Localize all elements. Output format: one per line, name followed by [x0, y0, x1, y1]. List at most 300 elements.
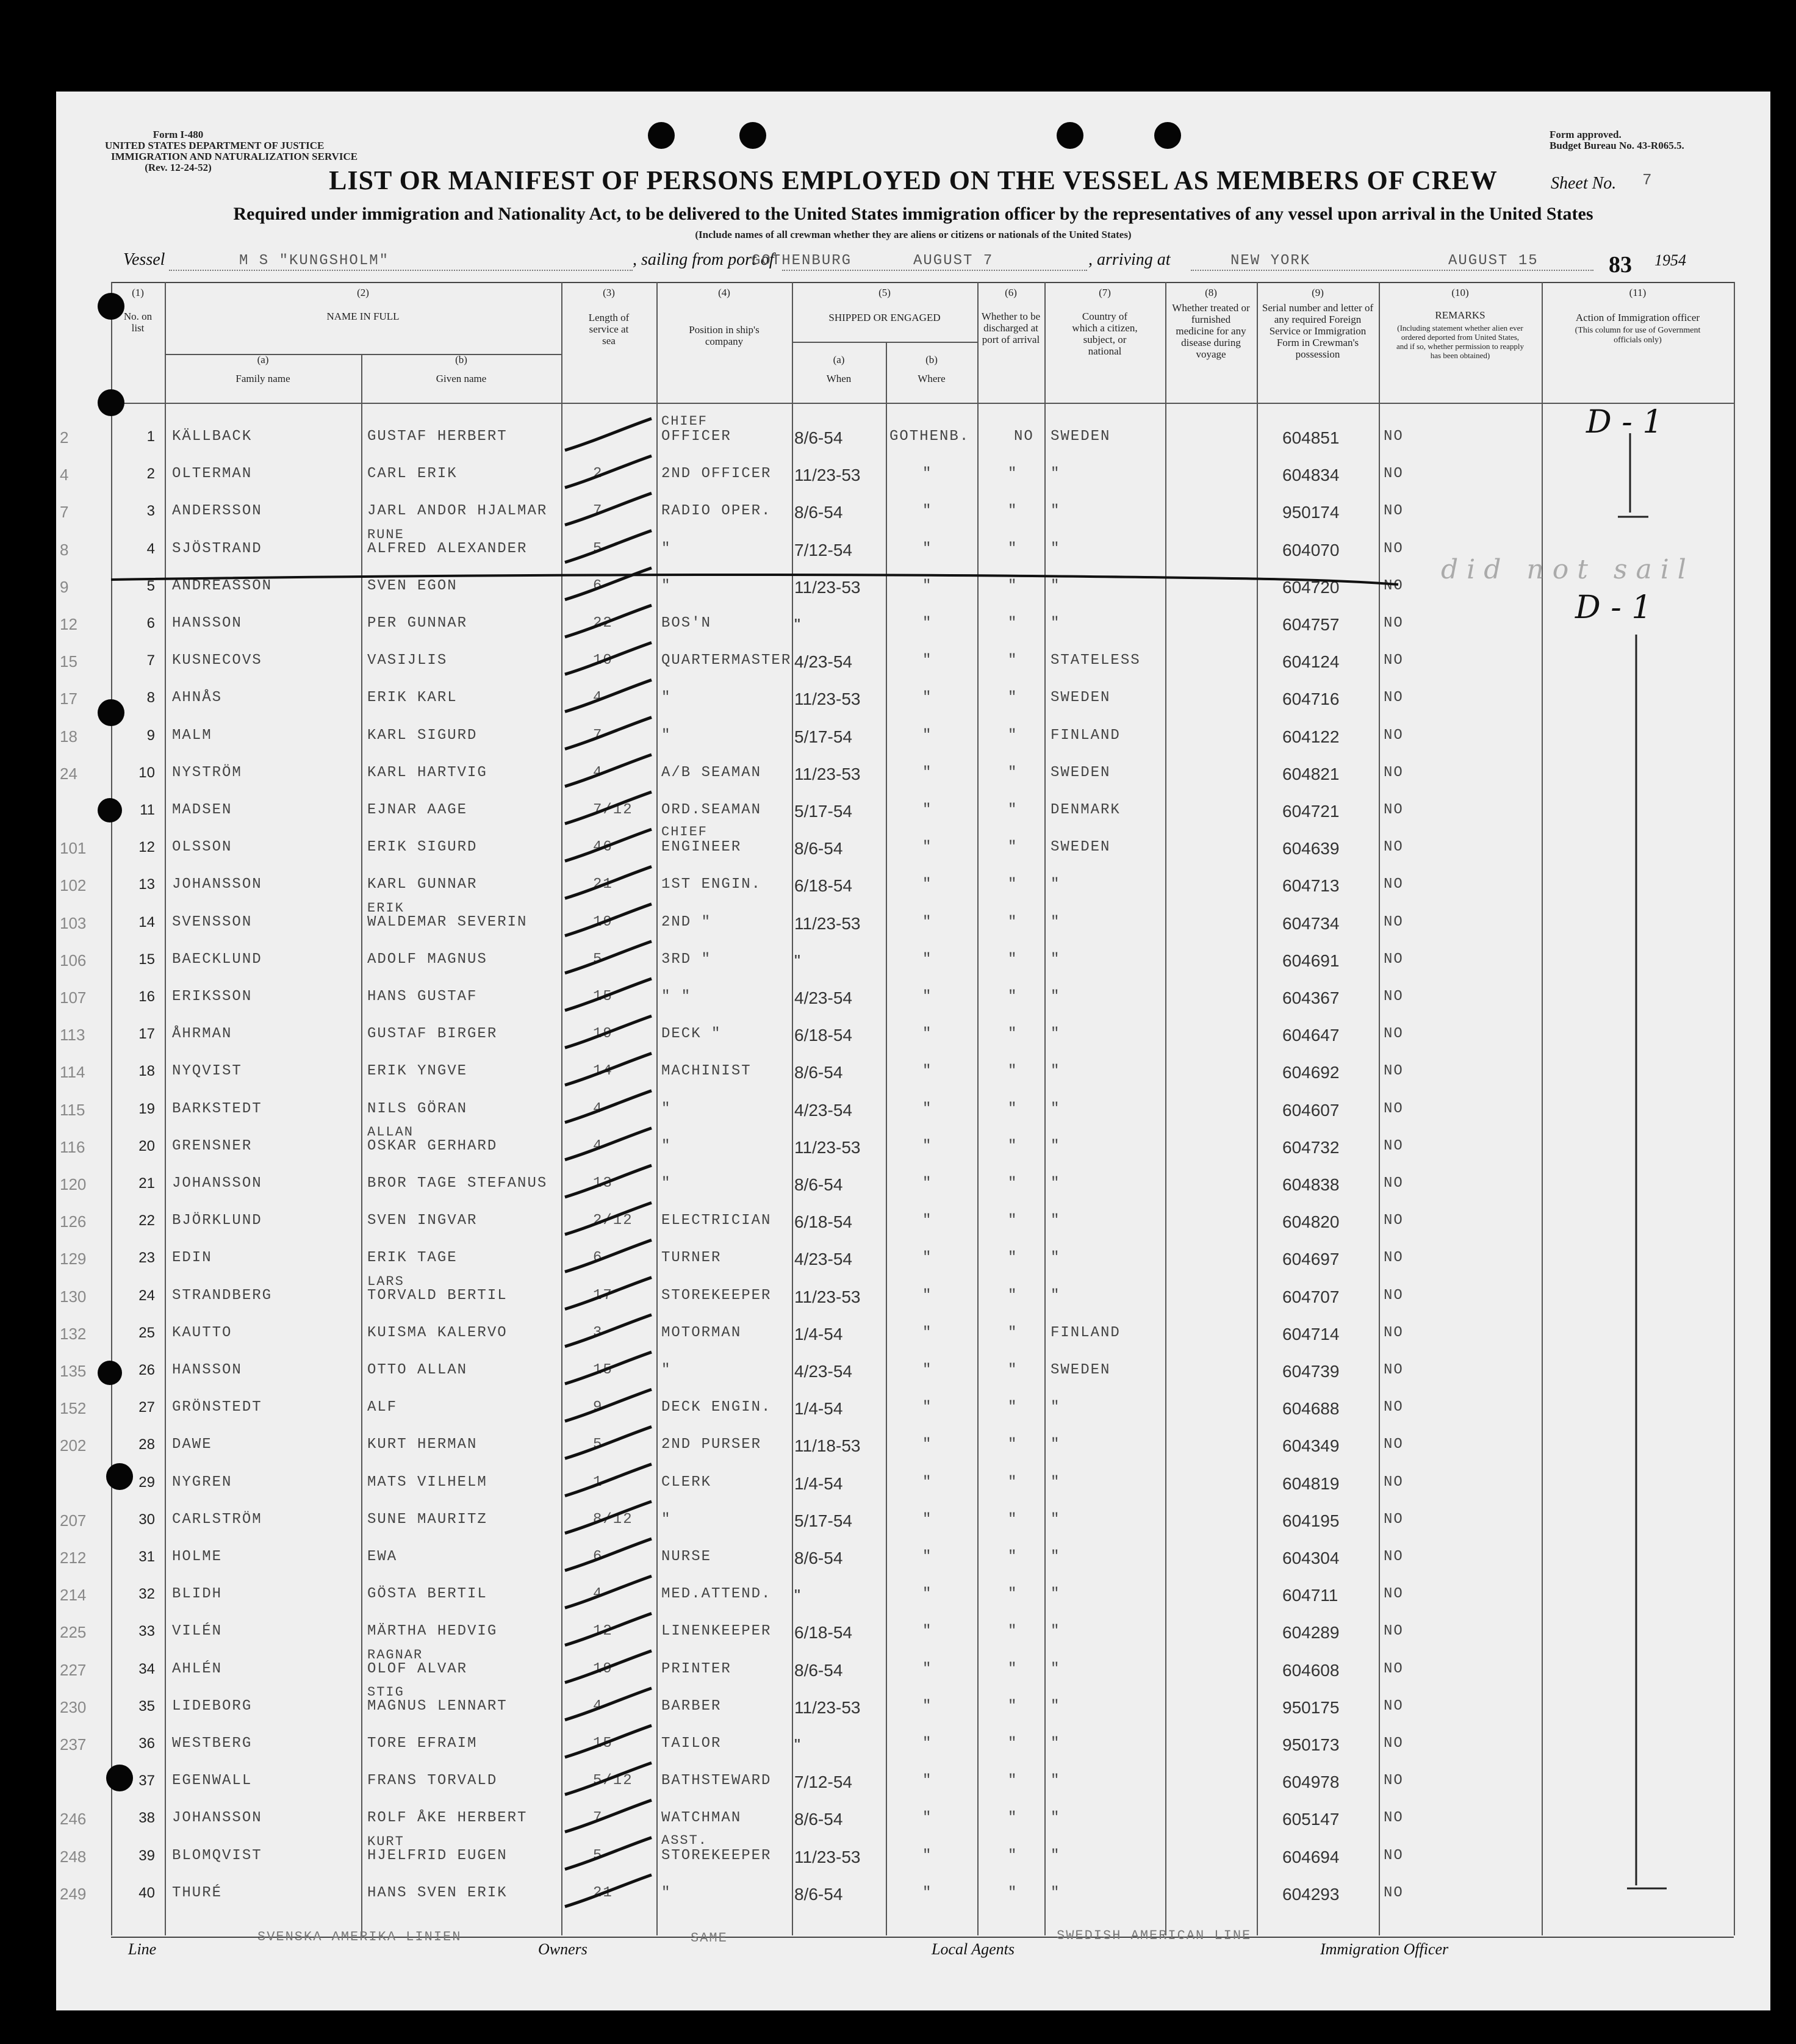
shipped-where: " [922, 1399, 933, 1416]
service-length: 7 [593, 503, 603, 520]
serial-number: 604851 [1282, 428, 1340, 447]
shipped-where: " [922, 1026, 933, 1043]
family-name: OLTERMAN [172, 466, 253, 483]
given-name: MÄRTHA HEDVIG [367, 1623, 498, 1640]
given-name-extra: RUNE [367, 527, 404, 542]
col5b-number: (b) [925, 354, 938, 365]
shipped-when: 8/6-54 [794, 839, 843, 858]
serial-number: 604289 [1282, 1623, 1340, 1643]
row-number: 4 [146, 540, 155, 557]
given-name: BROR TAGE STEFANUS [367, 1175, 548, 1192]
given-name: WALDEMAR SEVERIN [367, 913, 528, 930]
discharged: " [1008, 1287, 1018, 1304]
service-length: 15 [593, 988, 613, 1005]
shipped-where: " [922, 689, 933, 707]
shipped-when: 8/6-54 [794, 1660, 843, 1680]
col11-note: (This column for use of Government officials only) [1575, 326, 1701, 345]
country: " [1051, 540, 1061, 557]
discharged: " [1008, 1250, 1018, 1267]
country: " [1051, 1772, 1061, 1790]
table-row [56, 1877, 1770, 1915]
family-name: BLIDH [172, 1586, 223, 1603]
country: " [1051, 1100, 1061, 1117]
given-name: MAGNUS LENNART [367, 1697, 508, 1715]
country: " [1051, 503, 1061, 520]
country: " [1051, 1137, 1061, 1154]
given-name: FRANS TORVALD [367, 1772, 498, 1790]
country: DENMARK [1051, 802, 1121, 818]
table-row [56, 869, 1770, 906]
shipped-where: " [922, 988, 933, 1005]
form-approval-block [1550, 129, 1684, 151]
serial-number: 604070 [1282, 540, 1340, 560]
given-name: HANS SVEN ERIK [367, 1884, 508, 1901]
row-number: 31 [138, 1549, 155, 1565]
service-length: 5/12 [593, 1772, 633, 1790]
family-name: GRÖNSTEDT [172, 1399, 262, 1416]
shipped-where: " [922, 1137, 933, 1154]
given-name: ALFRED ALEXANDER [367, 540, 528, 557]
country: " [1051, 1660, 1061, 1677]
given-name: JARL ANDOR HJALMAR [367, 503, 548, 520]
given-name: KURT HERMAN [367, 1436, 478, 1453]
position: " [661, 1175, 672, 1192]
shipped-when: " [794, 951, 800, 970]
country: FINLAND [1051, 1324, 1121, 1341]
shipped-where: " [922, 1697, 933, 1715]
col7-number: (7) [1099, 287, 1111, 298]
shipped-when: 11/23-53 [794, 1847, 861, 1866]
service-length: 5 [593, 540, 603, 557]
shipped-where: " [922, 1324, 933, 1341]
given-name: GUSTAF HERBERT [367, 428, 508, 445]
row-number: 14 [138, 913, 155, 930]
table-row [56, 414, 1770, 458]
col5a-header [792, 354, 886, 384]
service: IMMIGRATION AND NATURALIZATION SERVICE [111, 151, 358, 162]
row-margin-number: 237 [60, 1735, 87, 1754]
remarks: NO [1384, 1324, 1404, 1341]
discharged: " [1008, 1175, 1018, 1192]
service-length: 5 [593, 1436, 603, 1453]
row-margin-number: 24 [60, 764, 77, 783]
given-name: ALF [367, 1399, 398, 1416]
col7-header [1044, 287, 1165, 357]
row-number: 38 [138, 1810, 155, 1827]
table-row [56, 1392, 1770, 1429]
serial-number: 604820 [1282, 1212, 1340, 1232]
position-extra: CHIEF [661, 824, 708, 840]
row-number: 9 [146, 727, 155, 744]
row-number: 25 [138, 1324, 155, 1341]
remarks: NO [1384, 428, 1404, 445]
service-length: 15 [593, 1362, 613, 1378]
family-name: NYQVIST [172, 1063, 242, 1080]
family-name: THURÉ [172, 1884, 223, 1901]
given-name-extra: KURT [367, 1833, 404, 1849]
row-number: 20 [138, 1137, 155, 1154]
col2-header [165, 287, 561, 322]
remarks: NO [1384, 1623, 1404, 1640]
handwritten-d1: D - 1 [1575, 589, 1652, 626]
country: " [1051, 1399, 1061, 1416]
punch-hole [98, 699, 124, 726]
shipped-when: " [794, 1735, 800, 1754]
row-margin-number: 126 [60, 1212, 87, 1231]
position: TURNER [661, 1250, 722, 1267]
given-name: EWA [367, 1549, 398, 1565]
shipped-when: 1/4-54 [794, 1474, 843, 1493]
discharged: " [1008, 1100, 1018, 1117]
page-title: LIST OR MANIFEST OF PERSONS EMPLOYED ON THE VESSEL AS MEMBERS OF CREW [329, 165, 1498, 195]
country: SWEDEN [1051, 428, 1111, 445]
serial-number: 604293 [1282, 1884, 1340, 1904]
remarks: NO [1384, 913, 1404, 930]
family-name: KÄLLBACK [172, 428, 253, 445]
family-name: EGENWALL [172, 1772, 253, 1790]
discharged: " [1008, 1026, 1018, 1043]
shipped-when: 6/18-54 [794, 1623, 852, 1643]
remarks: NO [1384, 1175, 1404, 1192]
shipped-where: " [922, 951, 933, 968]
row-margin-number: 115 [60, 1100, 85, 1119]
shipped-where: " [922, 1436, 933, 1453]
shipped-when: 5/17-54 [794, 727, 852, 746]
immigration-officer-label: Immigration Officer [1320, 1940, 1449, 1958]
position: " [661, 1511, 672, 1528]
remarks: NO [1384, 689, 1404, 707]
discharged: " [1008, 615, 1018, 632]
row-number: 32 [138, 1586, 155, 1603]
discharged: " [1008, 951, 1018, 968]
discharged: " [1008, 652, 1018, 669]
table-row [56, 757, 1770, 794]
shipped-when: 8/6-54 [794, 1063, 843, 1082]
col2a-number: (a) [257, 354, 269, 365]
col2-label: NAME IN FULL [326, 311, 400, 322]
service-length: 4 [593, 1697, 603, 1715]
serial-number: 604757 [1282, 615, 1340, 634]
row-margin-number: 227 [60, 1660, 87, 1679]
position: BATHSTEWARD [661, 1772, 772, 1790]
row-margin-number: 129 [60, 1250, 87, 1269]
family-name: BAECKLUND [172, 951, 262, 968]
country: " [1051, 988, 1061, 1005]
row-margin-number: 107 [60, 988, 87, 1007]
serial-number: 950173 [1282, 1735, 1340, 1754]
row-number: 11 [140, 802, 155, 818]
discharged: " [1008, 1810, 1018, 1827]
col10-label: REMARKS [1435, 309, 1485, 321]
family-name: KUSNECOVS [172, 652, 262, 669]
service-length: 19 [593, 1660, 613, 1677]
shipped-when: 5/17-54 [794, 1511, 852, 1530]
serial-number: 604711 [1282, 1586, 1338, 1605]
table-row [56, 1273, 1770, 1317]
service-length: 4 [593, 1100, 603, 1117]
given-name-extra: LARS [367, 1273, 404, 1289]
discharged: " [1008, 1399, 1018, 1416]
table-row [56, 1018, 1770, 1056]
given-name: GÖSTA BERTIL [367, 1586, 487, 1603]
service-length: 6 [593, 577, 603, 594]
serial-number: 604734 [1282, 913, 1340, 933]
row-margin-number: 18 [60, 727, 77, 746]
family-name: CARLSTRÖM [172, 1511, 262, 1528]
col6-number: (6) [1005, 287, 1017, 298]
given-name: HANS GUSTAF [367, 988, 478, 1005]
row-margin-number: 249 [60, 1884, 87, 1903]
table-row [56, 495, 1770, 533]
given-name: ROLF ÅKE HERBERT [367, 1810, 528, 1827]
row-number: 24 [138, 1287, 155, 1304]
row-margin-number: 12 [60, 615, 77, 633]
family-name: AHLÉN [172, 1660, 223, 1677]
row-number: 33 [138, 1623, 155, 1640]
col5-number: (5) [878, 287, 891, 298]
remarks: NO [1384, 1362, 1404, 1378]
given-name: OSKAR GERHARD [367, 1137, 498, 1154]
department: UNITED STATES DEPARTMENT OF JUSTICE [105, 140, 325, 151]
discharged: " [1008, 466, 1018, 483]
shipped-when: 8/6-54 [794, 503, 843, 522]
given-name: SVEN EGON [367, 577, 458, 594]
position: ELECTRICIAN [661, 1212, 772, 1229]
remarks: NO [1384, 1511, 1404, 1528]
col9-header [1257, 287, 1379, 360]
service-length: 4 [593, 1586, 603, 1603]
shipped-when: 8/6-54 [794, 1884, 843, 1904]
discharged: " [1008, 1511, 1018, 1528]
shipped-where: " [922, 615, 933, 632]
row-number: 40 [138, 1884, 155, 1901]
row-margin-number: 246 [60, 1810, 87, 1829]
shipped-when: 1/4-54 [794, 1399, 843, 1419]
remarks: NO [1384, 1436, 1404, 1453]
position: STOREKEEPER [661, 1847, 772, 1864]
shipped-where: " [922, 802, 933, 818]
remarks: NO [1384, 1063, 1404, 1080]
table-row [56, 1728, 1770, 1765]
family-name: ANDERSSON [172, 503, 262, 520]
discharged: " [1008, 839, 1018, 856]
col10-number: (10) [1451, 287, 1469, 298]
row-margin-number: 130 [60, 1287, 87, 1306]
table-row [56, 1765, 1770, 1802]
shipped-where: " [922, 1549, 933, 1565]
position: 2ND " [661, 913, 712, 930]
shipped-when: 11/23-53 [794, 1137, 861, 1157]
serial-number: 604720 [1282, 577, 1340, 597]
row-margin-number: 132 [60, 1324, 87, 1343]
shipped-where: " [922, 1810, 933, 1827]
serial-number: 604122 [1282, 727, 1340, 746]
position: NURSE [661, 1549, 712, 1565]
sheet-label: Sheet No. [1551, 174, 1617, 193]
remarks: NO [1384, 1810, 1404, 1827]
service-length: 4 [593, 764, 603, 781]
family-name: OLSSON [172, 839, 232, 856]
country: " [1051, 876, 1061, 893]
discharged: " [1008, 503, 1018, 520]
table-row [56, 1242, 1770, 1279]
table-row [56, 682, 1770, 719]
remarks: NO [1384, 1474, 1404, 1491]
shipped-when: 8/6-54 [794, 1549, 843, 1567]
col2a-label: Family name [235, 373, 290, 384]
country: SWEDEN [1051, 689, 1111, 707]
shipped-when: 4/23-54 [794, 1100, 852, 1120]
shipped-subdivider [792, 342, 977, 343]
punch-hole [739, 122, 766, 149]
shipped-where: " [922, 652, 933, 669]
revision: (Rev. 12-24-52) [145, 162, 212, 173]
family-name: NYSTRÖM [172, 764, 242, 781]
family-name: VILÉN [172, 1623, 223, 1640]
serial-number: 604838 [1282, 1175, 1340, 1194]
row-margin-number: 212 [60, 1549, 87, 1567]
serial-number: 604713 [1282, 876, 1340, 896]
row-number: 3 [146, 503, 155, 520]
given-name-extra: ALLAN [367, 1124, 414, 1140]
shipped-where: " [922, 1100, 933, 1117]
service-length: 19 [593, 1026, 613, 1043]
position-extra: CHIEF [661, 414, 708, 429]
serial-number: 604739 [1282, 1362, 1340, 1381]
table-row [56, 1504, 1770, 1541]
row-number: 22 [138, 1212, 155, 1229]
discharged: " [1008, 1660, 1018, 1677]
remarks: NO [1384, 1772, 1404, 1790]
service-length: 8/12 [593, 1511, 633, 1528]
row-number: 10 [138, 764, 155, 781]
service-length: 12 [593, 1623, 613, 1640]
shipped-where: " [922, 876, 933, 893]
subtitle-note: (Include names of all crewman whether they are aliens or citizens or nationals of the United States) [695, 229, 1132, 240]
country: " [1051, 1810, 1061, 1827]
service-length: 21 [593, 876, 613, 893]
shipped-when: 4/23-54 [794, 1250, 852, 1269]
discharged: " [1008, 1623, 1018, 1640]
handwritten-d1: D - 1 [1586, 404, 1663, 441]
col4-number: (4) [718, 287, 730, 298]
row-margin-number: 8 [60, 540, 69, 559]
table-row [56, 1317, 1770, 1355]
shipped-when: 11/23-53 [794, 466, 861, 485]
family-name: ANDREASSON [172, 577, 273, 594]
col2b-header [361, 354, 561, 384]
serial-number: 604821 [1282, 764, 1340, 783]
position: " [661, 1137, 672, 1154]
discharged: " [1008, 913, 1018, 930]
punch-hole [98, 798, 122, 822]
discharged: " [1008, 577, 1018, 594]
header-divider [111, 403, 1734, 404]
remarks: NO [1384, 1212, 1404, 1229]
row-number: 5 [146, 577, 155, 594]
country: STATELESS [1051, 652, 1141, 669]
country: " [1051, 1026, 1061, 1043]
remarks: NO [1384, 577, 1404, 594]
shipped-where: " [922, 764, 933, 781]
position: MED.ATTEND. [661, 1586, 772, 1603]
service-length: 46 [593, 839, 613, 856]
col1-number: (1) [132, 287, 144, 298]
shipped-when: 8/6-54 [794, 1175, 843, 1194]
col5-header [792, 287, 977, 323]
position: DECK " [661, 1026, 722, 1043]
table-row [56, 824, 1770, 869]
col3-header [561, 287, 656, 347]
position: " [661, 689, 672, 707]
col8-header [1165, 287, 1257, 360]
discharged: " [1008, 727, 1018, 744]
country: " [1051, 1474, 1061, 1491]
col9-label: Serial number and letter of any required Foreign Service or Immigration Form in Crewman's possession [1262, 302, 1374, 360]
serial-number: 604732 [1282, 1137, 1340, 1157]
shipped-when: 11/23-53 [794, 1287, 861, 1306]
shipped-where: " [922, 1623, 933, 1640]
shipped-when: 1/4-54 [794, 1324, 843, 1344]
col8-number: (8) [1205, 287, 1217, 298]
position: LINENKEEPER [661, 1623, 772, 1640]
shipped-where: " [922, 1511, 933, 1528]
discharged: " [1008, 1362, 1018, 1378]
shipped-when: 11/23-53 [794, 1697, 861, 1717]
service-length: 21 [593, 1884, 613, 1901]
table-row [56, 1616, 1770, 1653]
remarks: NO [1384, 615, 1404, 632]
row-number: 16 [138, 988, 155, 1005]
row-margin-number: 120 [60, 1175, 87, 1193]
shipped-when: 4/23-54 [794, 652, 852, 672]
shipped-where: " [922, 1660, 933, 1677]
country: SWEDEN [1051, 1362, 1111, 1378]
country: SWEDEN [1051, 839, 1111, 856]
agents-value: SWEDISH AMERICAN LINE [1057, 1928, 1252, 1943]
country: " [1051, 1436, 1061, 1453]
service-length: 5 [593, 951, 603, 968]
remarks: NO [1384, 466, 1404, 483]
row-margin-number: 103 [60, 913, 87, 932]
country: " [1051, 1511, 1061, 1528]
row-margin-number: 17 [60, 689, 77, 708]
family-name: AHNÅS [172, 689, 223, 707]
row-margin-number: 9 [60, 577, 69, 596]
serial-number: 604607 [1282, 1100, 1340, 1120]
line-label: Line [128, 1940, 157, 1958]
remarks: NO [1384, 1549, 1404, 1565]
row-number: 27 [138, 1399, 155, 1416]
family-name: JOHANSSON [172, 1810, 262, 1827]
row-number: 39 [138, 1847, 155, 1864]
shipped-where: " [922, 1250, 933, 1267]
family-name: JOHANSSON [172, 876, 262, 893]
col7-label: Country of which a citizen, subject, or national [1072, 311, 1138, 357]
position: MOTORMAN [661, 1324, 742, 1341]
given-name-extra: STIG [367, 1684, 404, 1700]
remarks: NO [1384, 988, 1404, 1005]
service-length: 3 [593, 1324, 603, 1341]
service-length: 10 [593, 652, 613, 669]
stamp-number: 83 [1609, 252, 1632, 278]
country: " [1051, 1697, 1061, 1715]
col10-header [1379, 287, 1542, 360]
country: " [1051, 1212, 1061, 1229]
given-name: ERIK TAGE [367, 1250, 458, 1267]
remarks: NO [1384, 652, 1404, 669]
service-length: 6 [593, 1549, 603, 1565]
